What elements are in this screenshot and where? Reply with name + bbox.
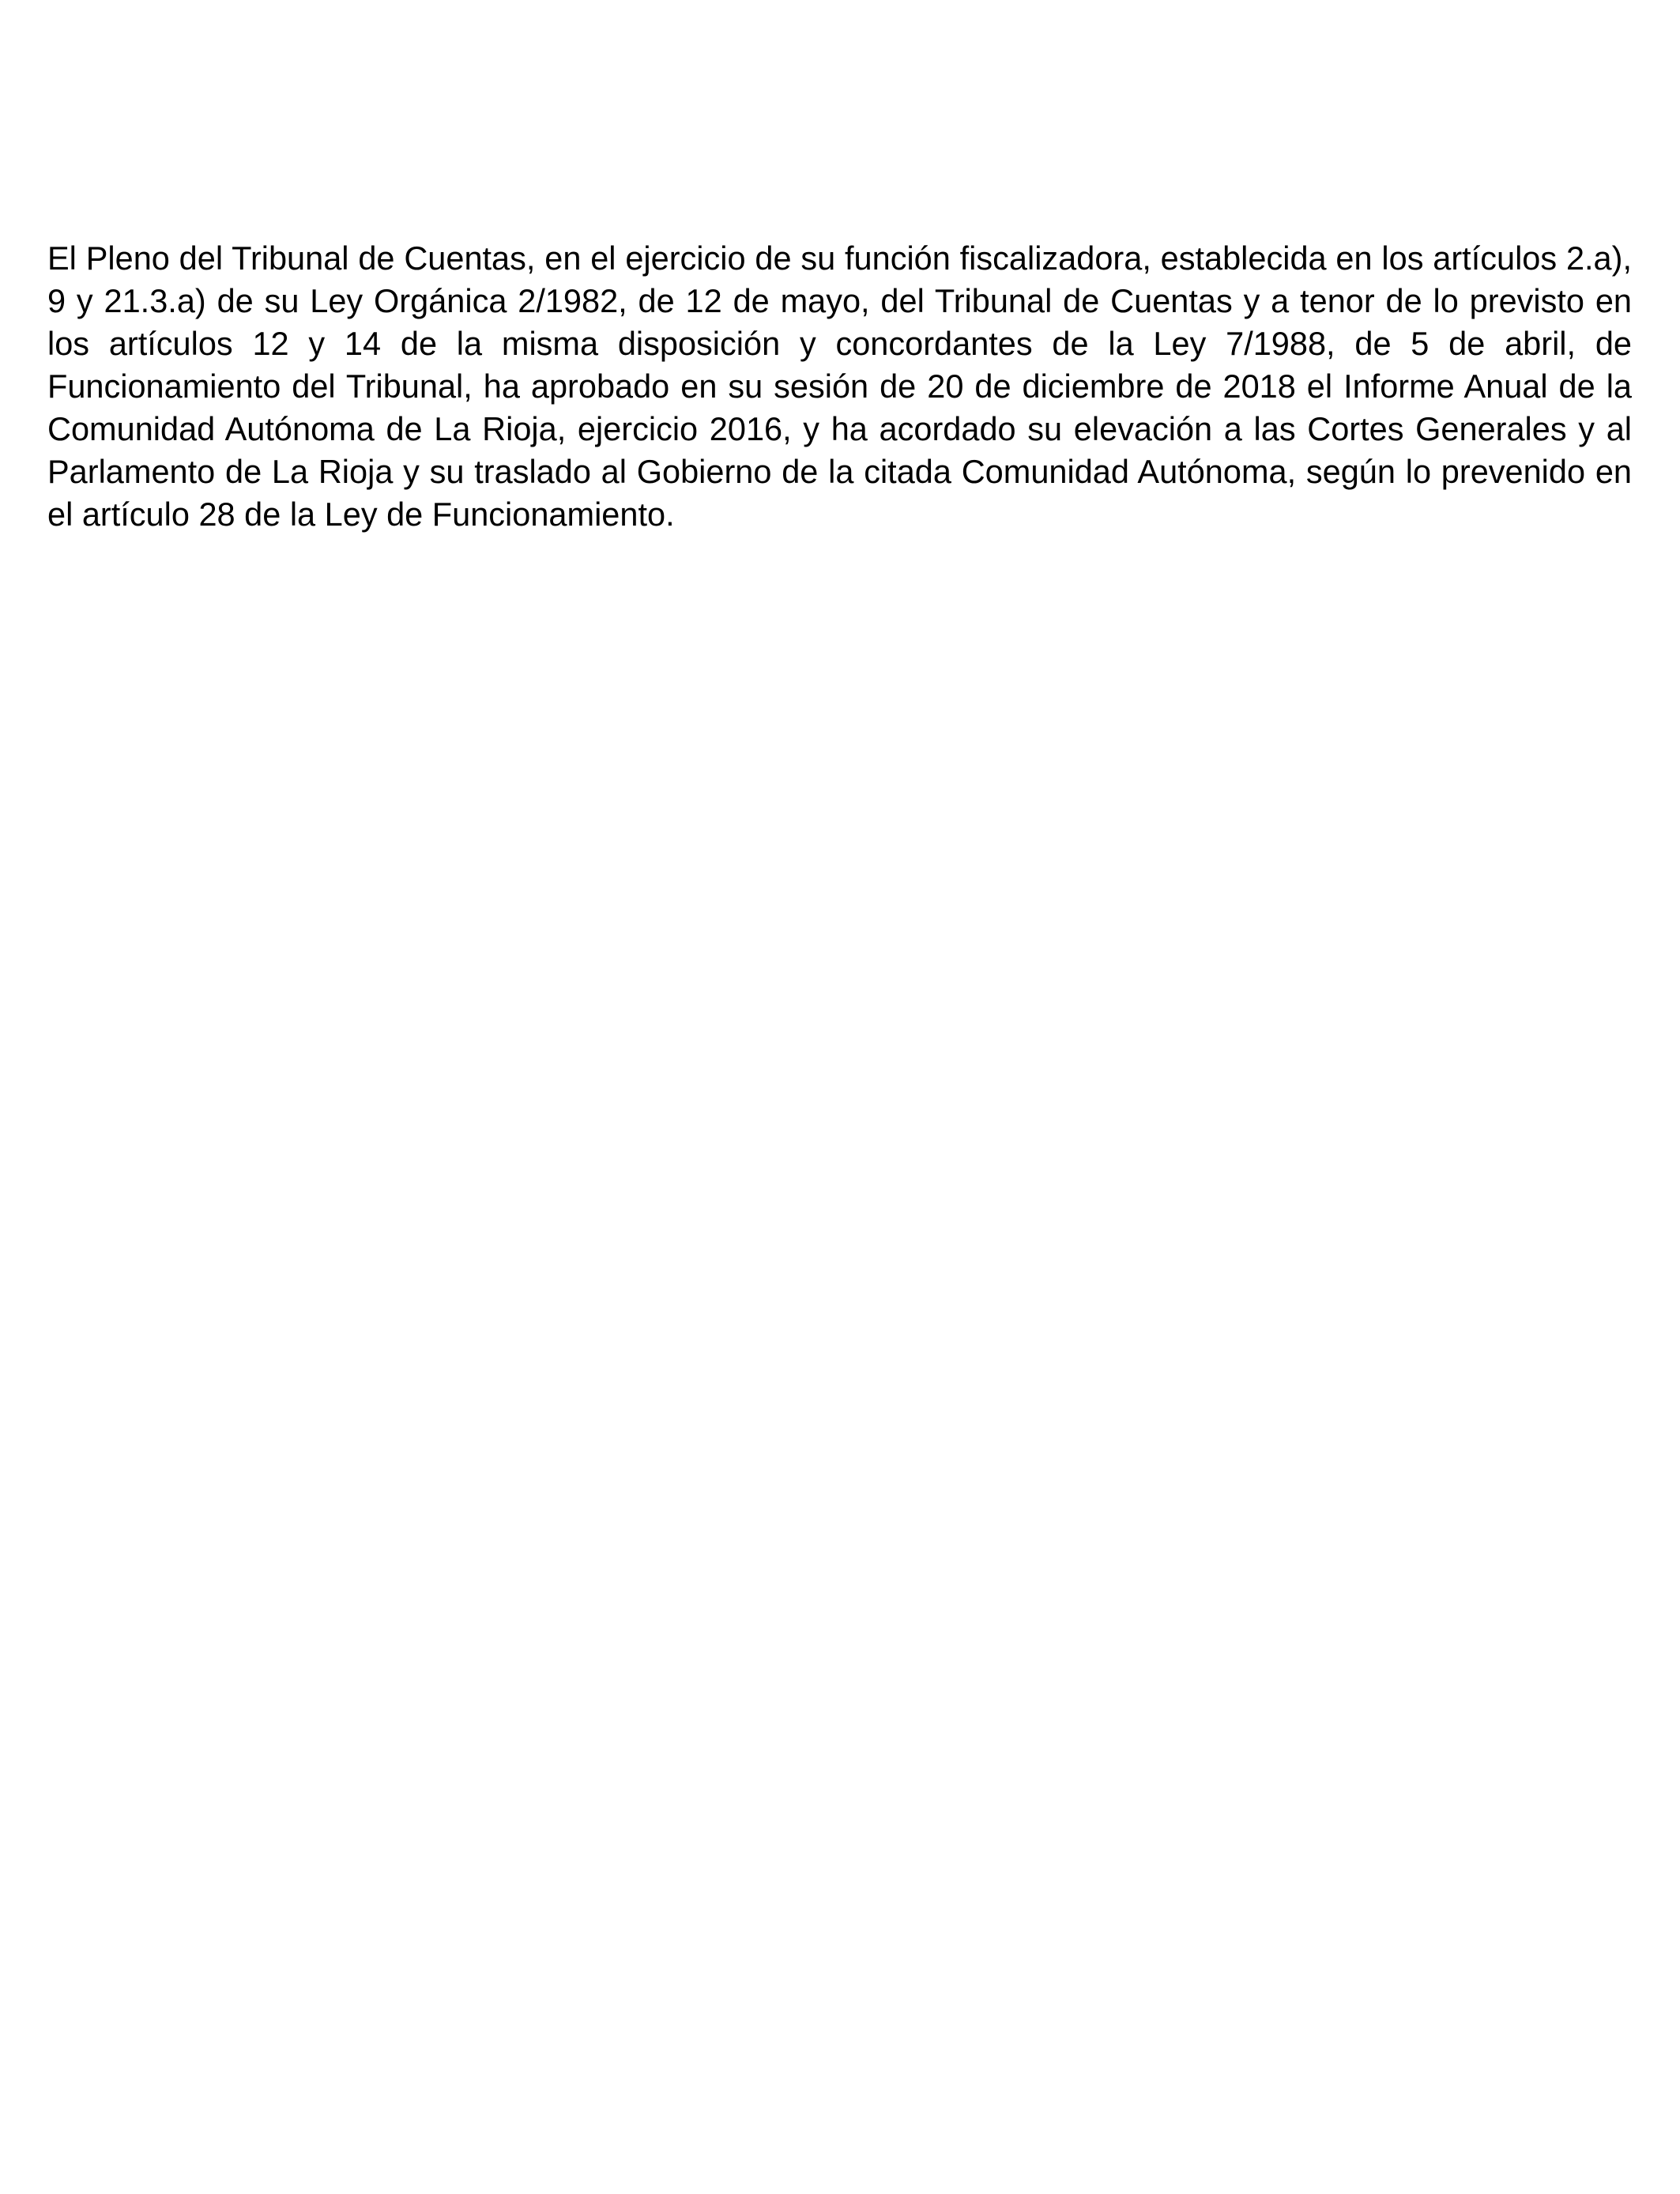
body-paragraph: El Pleno del Tribunal de Cuentas, en el ejercicio de su función fiscalizadora, establecida en los artículos 2.a), 9 y 21.3.a) de su Ley Orgánica 2/1982, de 12 de mayo, del Tribunal de Cuentas y a tenor de lo previsto en los artículos 12 y 14 de la misma disposición y concordantes de la Ley 7/1988, de 5 de abril, de Funcionamiento del Tribunal, ha aprobado en su sesión de 20 de diciembre de 2018 el Informe Anual de la Comunidad Autónoma de La Rioja, ejercicio 2016, y ha acordado su elevación a las Cortes Generales y al Parlamento de La Rioja y su traslado al Gobierno de la citada Comunidad Autónoma, según lo prevenido en el artículo 28 de la Ley de Funcionamiento.	[47, 239, 1632, 533]
